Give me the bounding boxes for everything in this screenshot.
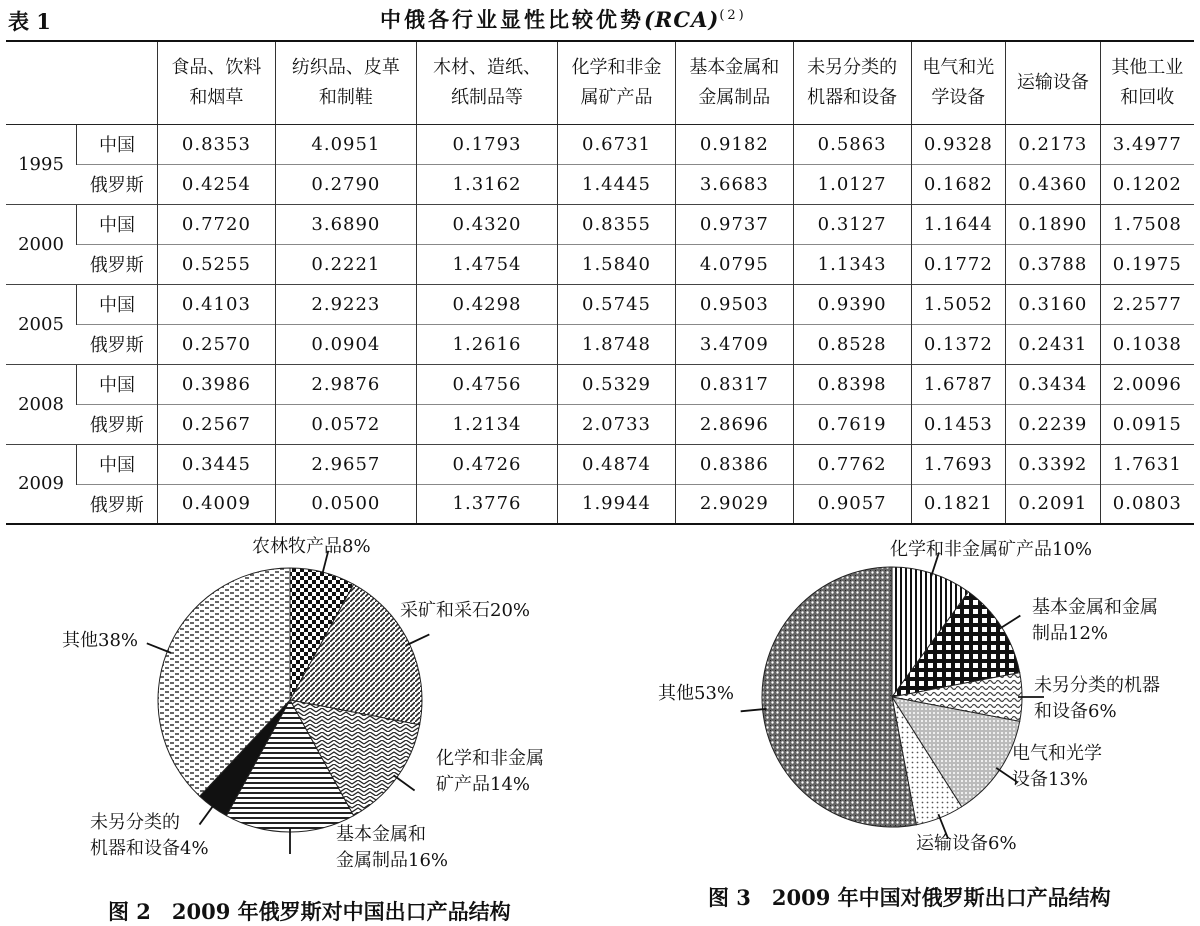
column-header-line: 和制鞋 <box>318 86 373 108</box>
value-cell: 0.9737 <box>675 204 793 244</box>
value-cell: 1.2134 <box>416 404 557 444</box>
table-row <box>6 244 1194 284</box>
slice-label <box>400 598 530 624</box>
slice-label-line: 其他38% <box>62 630 139 651</box>
table-row <box>6 404 1194 444</box>
value-cell: 1.5052 <box>911 284 1006 324</box>
table-row <box>6 124 1194 164</box>
value-cell: 0.9182 <box>675 124 793 164</box>
value-cell: 0.2221 <box>275 244 416 284</box>
slice-label-line: 未另分类的机器 <box>1034 675 1160 696</box>
value-cell: 0.5863 <box>793 124 911 164</box>
value-cell: 0.7762 <box>793 444 911 484</box>
value-cell: 0.8353 <box>158 124 276 164</box>
value-cell: 3.6890 <box>275 204 416 244</box>
value-cell: 1.7693 <box>911 444 1006 484</box>
value-cell: 0.4874 <box>558 444 676 484</box>
table-row <box>6 444 1194 484</box>
value-cell: 0.9328 <box>911 124 1006 164</box>
value-cell: 1.8748 <box>558 324 676 364</box>
value-cell: 0.1793 <box>416 124 557 164</box>
leader-line <box>147 643 171 653</box>
table-title-note: (2) <box>719 8 747 23</box>
value-cell: 1.0127 <box>793 164 911 204</box>
value-cell: 0.2431 <box>1006 324 1101 364</box>
column-header <box>158 41 276 124</box>
country-cell: 中国 <box>77 444 158 484</box>
leader-line <box>394 775 415 790</box>
value-cell: 0.4298 <box>416 284 557 324</box>
value-cell: 0.5255 <box>158 244 276 284</box>
pie-chart-china-exports <box>620 535 1200 875</box>
slice-label-line: 基本金属和 <box>336 824 426 845</box>
value-cell: 0.1372 <box>911 324 1006 364</box>
value-cell: 1.5840 <box>558 244 676 284</box>
column-header-line: 基本金属和 <box>689 56 780 78</box>
country-cell: 中国 <box>77 364 158 404</box>
column-header-line: 电气和光 <box>922 56 995 78</box>
value-cell: 3.4709 <box>675 324 793 364</box>
country-cell: 俄罗斯 <box>77 324 158 364</box>
value-cell: 0.0572 <box>275 404 416 444</box>
slice-label <box>252 534 371 560</box>
value-cell: 0.3392 <box>1006 444 1101 484</box>
value-cell: 1.3776 <box>416 484 557 524</box>
value-cell: 0.4009 <box>158 484 276 524</box>
column-header-line: 木材、造纸、 <box>433 56 542 78</box>
leader-line <box>998 616 1020 630</box>
column-header-line: 纺织品、皮革 <box>291 56 400 78</box>
value-cell: 0.4726 <box>416 444 557 484</box>
value-cell: 0.8386 <box>675 444 793 484</box>
country-cell: 中国 <box>77 124 158 164</box>
column-header <box>1100 41 1194 124</box>
column-header-line: 未另分类的 <box>807 56 898 78</box>
value-cell: 0.1975 <box>1100 244 1194 284</box>
value-cell: 0.5329 <box>558 364 676 404</box>
header-corner <box>6 41 158 124</box>
value-cell: 2.8696 <box>675 404 793 444</box>
value-cell: 1.3162 <box>416 164 557 204</box>
table-row <box>6 484 1194 524</box>
year-cell: 1995 <box>6 124 77 204</box>
value-cell: 1.9944 <box>558 484 676 524</box>
slice-label-line: 农林牧产品8% <box>252 536 371 557</box>
value-cell: 0.5745 <box>558 284 676 324</box>
slice-label-line: 电气和光学 <box>1012 743 1102 764</box>
table-row <box>6 364 1194 404</box>
slice-label <box>62 628 138 654</box>
column-header <box>793 41 911 124</box>
slice-label <box>1034 673 1160 725</box>
value-cell: 1.4754 <box>416 244 557 284</box>
value-cell: 1.2616 <box>416 324 557 364</box>
value-cell: 0.0803 <box>1100 484 1194 524</box>
value-cell: 0.3160 <box>1006 284 1101 324</box>
country-cell: 中国 <box>77 284 158 324</box>
value-cell: 1.6787 <box>911 364 1006 404</box>
column-header <box>416 41 557 124</box>
column-header <box>911 41 1006 124</box>
value-cell: 3.4977 <box>1100 124 1194 164</box>
column-header <box>558 41 676 124</box>
value-cell: 0.2239 <box>1006 404 1101 444</box>
country-cell: 俄罗斯 <box>77 404 158 444</box>
slice-label-line: 设备13% <box>1012 769 1089 790</box>
value-cell: 0.4320 <box>416 204 557 244</box>
slice-label <box>1032 595 1158 647</box>
value-cell: 2.9029 <box>675 484 793 524</box>
slice-label-line: 运输设备6% <box>916 833 1017 854</box>
rca-table-header <box>6 41 1194 124</box>
value-cell: 3.6683 <box>675 164 793 204</box>
country-cell: 中国 <box>77 204 158 244</box>
slice-label <box>436 746 544 798</box>
column-header-line: 食品、饮料 <box>171 56 262 78</box>
country-cell: 俄罗斯 <box>77 484 158 524</box>
slice-label <box>336 822 448 874</box>
slice-label-line: 矿产品14% <box>436 774 531 795</box>
value-cell: 0.7720 <box>158 204 276 244</box>
table-title-abbr: (RCA) <box>644 7 720 32</box>
value-cell: 0.7619 <box>793 404 911 444</box>
value-cell: 0.1821 <box>911 484 1006 524</box>
value-cell: 0.6731 <box>558 124 676 164</box>
value-cell: 0.4103 <box>158 284 276 324</box>
value-cell: 0.3445 <box>158 444 276 484</box>
value-cell: 0.0915 <box>1100 404 1194 444</box>
value-cell: 0.2567 <box>158 404 276 444</box>
slice-label <box>890 537 1092 563</box>
value-cell: 0.0904 <box>275 324 416 364</box>
value-cell: 0.3127 <box>793 204 911 244</box>
value-cell: 0.1682 <box>911 164 1006 204</box>
country-cell: 俄罗斯 <box>77 244 158 284</box>
column-header-line: 运输设备 <box>1016 71 1089 93</box>
value-cell: 1.4445 <box>558 164 676 204</box>
slice-label-line: 采矿和采石20% <box>400 600 531 621</box>
slice-label-line: 金属制品16% <box>336 850 449 871</box>
slice-label <box>1012 741 1102 793</box>
table-row <box>6 284 1194 324</box>
value-cell: 0.8528 <box>793 324 911 364</box>
table-row <box>6 204 1194 244</box>
value-cell: 0.1038 <box>1100 324 1194 364</box>
value-cell: 1.1644 <box>911 204 1006 244</box>
value-cell: 0.2790 <box>275 164 416 204</box>
column-header-line: 化学和非金 <box>571 56 662 78</box>
column-header <box>675 41 793 124</box>
year-cell: 2005 <box>6 284 77 364</box>
slice-label <box>658 681 734 707</box>
value-cell: 1.7631 <box>1100 444 1194 484</box>
column-header-line: 属矿产品 <box>580 86 653 108</box>
value-cell: 0.9503 <box>675 284 793 324</box>
value-cell: 2.9657 <box>275 444 416 484</box>
value-cell: 4.0795 <box>675 244 793 284</box>
pie-chart-russia-exports <box>40 532 600 892</box>
table-row <box>6 164 1194 204</box>
value-cell: 0.3986 <box>158 364 276 404</box>
value-cell: 0.3434 <box>1006 364 1101 404</box>
column-header-line: 和烟草 <box>189 86 244 108</box>
slice-label-line: 未另分类的 <box>90 812 180 833</box>
table-title-text: 中俄各行业显性比较优势 <box>380 7 644 32</box>
value-cell: 0.0500 <box>275 484 416 524</box>
year-cell: 2009 <box>6 444 77 524</box>
value-cell: 0.8355 <box>558 204 676 244</box>
value-cell: 0.2173 <box>1006 124 1101 164</box>
column-header <box>275 41 416 124</box>
figure-2-caption: 图 2 2009 年俄罗斯对中国出口产品结构 <box>108 899 511 924</box>
value-cell: 0.2091 <box>1006 484 1101 524</box>
column-header <box>1006 41 1101 124</box>
column-header-line: 机器和设备 <box>807 86 898 108</box>
value-cell: 2.9876 <box>275 364 416 404</box>
value-cell: 0.8317 <box>675 364 793 404</box>
value-cell: 0.1453 <box>911 404 1006 444</box>
year-cell: 2008 <box>6 364 77 444</box>
value-cell: 0.4254 <box>158 164 276 204</box>
column-header-line: 纸制品等 <box>451 86 524 108</box>
slice-label <box>916 831 1017 857</box>
table-label: 表 1 <box>8 9 51 34</box>
slice-label-line: 化学和非金属 <box>436 748 544 769</box>
value-cell: 2.0096 <box>1100 364 1194 404</box>
value-cell: 0.3788 <box>1006 244 1101 284</box>
column-header-line: 其他工业 <box>1111 56 1184 78</box>
value-cell: 0.9057 <box>793 484 911 524</box>
value-cell: 0.1890 <box>1006 204 1101 244</box>
value-cell: 1.7508 <box>1100 204 1194 244</box>
value-cell: 0.8398 <box>793 364 911 404</box>
slice-label-line: 和设备6% <box>1034 701 1117 722</box>
value-cell: 0.2570 <box>158 324 276 364</box>
column-header-line: 和回收 <box>1120 86 1175 108</box>
column-header-line: 金属制品 <box>698 86 771 108</box>
slice-label-line: 机器和设备4% <box>90 838 209 859</box>
value-cell: 0.4360 <box>1006 164 1101 204</box>
slice-label-line: 化学和非金属矿产品10% <box>890 539 1093 560</box>
value-cell: 2.9223 <box>275 284 416 324</box>
slice-label-line: 制品12% <box>1032 623 1109 644</box>
value-cell: 2.0733 <box>558 404 676 444</box>
figure-3-caption: 图 3 2009 年中国对俄罗斯出口产品结构 <box>708 885 1111 910</box>
value-cell: 0.4756 <box>416 364 557 404</box>
value-cell: 0.1772 <box>911 244 1006 284</box>
rca-table <box>6 40 1194 525</box>
value-cell: 2.2577 <box>1100 284 1194 324</box>
slice-label-line: 基本金属和金属 <box>1032 597 1158 618</box>
table-row <box>6 324 1194 364</box>
year-cell: 2000 <box>6 204 77 284</box>
slice-label-line: 其他53% <box>658 683 735 704</box>
table-title <box>380 4 747 34</box>
country-cell: 俄罗斯 <box>77 164 158 204</box>
rca-table-body <box>6 124 1194 524</box>
column-header-line: 学设备 <box>931 86 986 108</box>
value-cell: 1.1343 <box>793 244 911 284</box>
leader-line <box>406 634 430 645</box>
value-cell: 0.9390 <box>793 284 911 324</box>
value-cell: 0.1202 <box>1100 164 1194 204</box>
slice-label <box>90 810 209 862</box>
value-cell: 4.0951 <box>275 124 416 164</box>
header-row <box>6 41 1194 124</box>
